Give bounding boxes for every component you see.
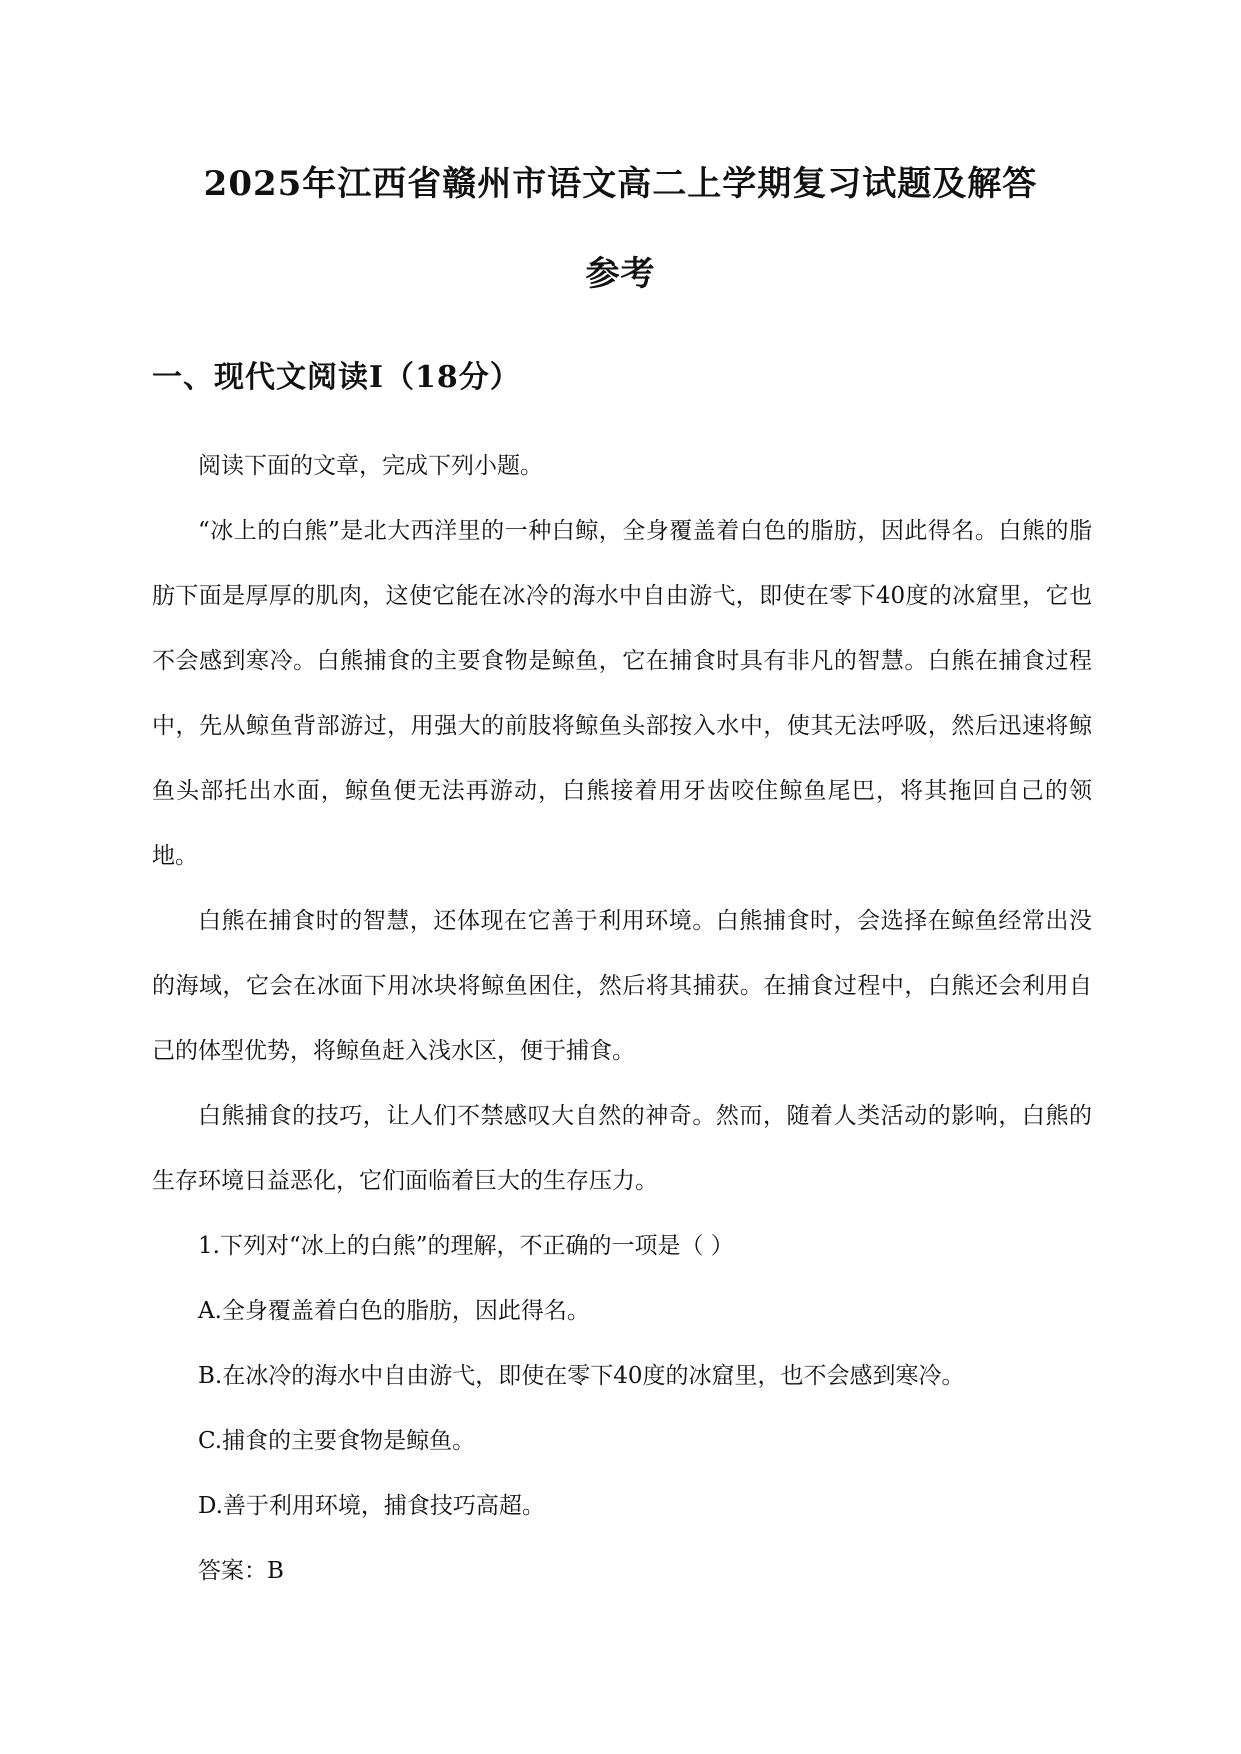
reading-instruction: 阅读下面的文章，完成下列小题。 <box>198 453 543 479</box>
section-heading: 一、现代文阅读Ⅰ（18分） <box>152 360 521 395</box>
article-paragraph-1: “冰上的白熊”是北大西洋里的一种白鲸，全身覆盖着白色的脂肪，因此得名。白熊的脂肪下面是厚厚的肌肉，这使它能在冰冷的海水中自由游弋，即使在零下40度的冰窟里，它也不会感到寒冷。白熊捕食的主要食物是鲸鱼，它在捕食时具有非凡的智慧。白熊在捕食过程中，先从鲸鱼背部游过，用强大的前肢将鲸鱼头部按入水中，使其无法呼吸，然后迅速将鲸鱼头部托出水面，鲸鱼便无法再游动，白熊接着用牙齿咬住鲸鱼尾巴，将其拖回自己的领地。 <box>152 518 1092 869</box>
article-paragraph-2: 白熊在捕食时的智慧，还体现在它善于利用环境。白熊捕食时，会选择在鲸鱼经常出没的海域，它会在冰面下用冰块将鲸鱼困住，然后将其捕获。在捕食过程中，白熊还会利用自己的体型优势，将鲸鱼赶入浅水区，便于捕食。 <box>152 908 1092 1064</box>
document-title-line1: 2025年江西省赣州市语文高二上学期复习试题及解答 <box>203 164 1038 204</box>
option-d: D.善于利用环境，捕食技巧高超。 <box>198 1493 545 1519</box>
question-stem: 1.下列对“冰上的白熊”的理解，不正确的一项是（ ） <box>198 1233 734 1259</box>
option-c: C.捕食的主要食物是鲸鱼。 <box>198 1428 476 1454</box>
article-paragraph-3: 白熊捕食的技巧，让人们不禁感叹大自然的神奇。然而，随着人类活动的影响，白熊的生存环境日益恶化，它们面临着巨大的生存压力。 <box>152 1103 1092 1194</box>
document-title-line2: 参考 <box>585 254 656 294</box>
option-b: B.在冰冷的海水中自由游弋，即使在零下40度的冰窟里，也不会感到寒冷。 <box>198 1363 965 1389</box>
option-a: A.全身覆盖着白色的脂肪，因此得名。 <box>198 1298 590 1324</box>
reading-content <box>152 434 1092 1604</box>
answer-line: 答案：B <box>198 1558 284 1584</box>
